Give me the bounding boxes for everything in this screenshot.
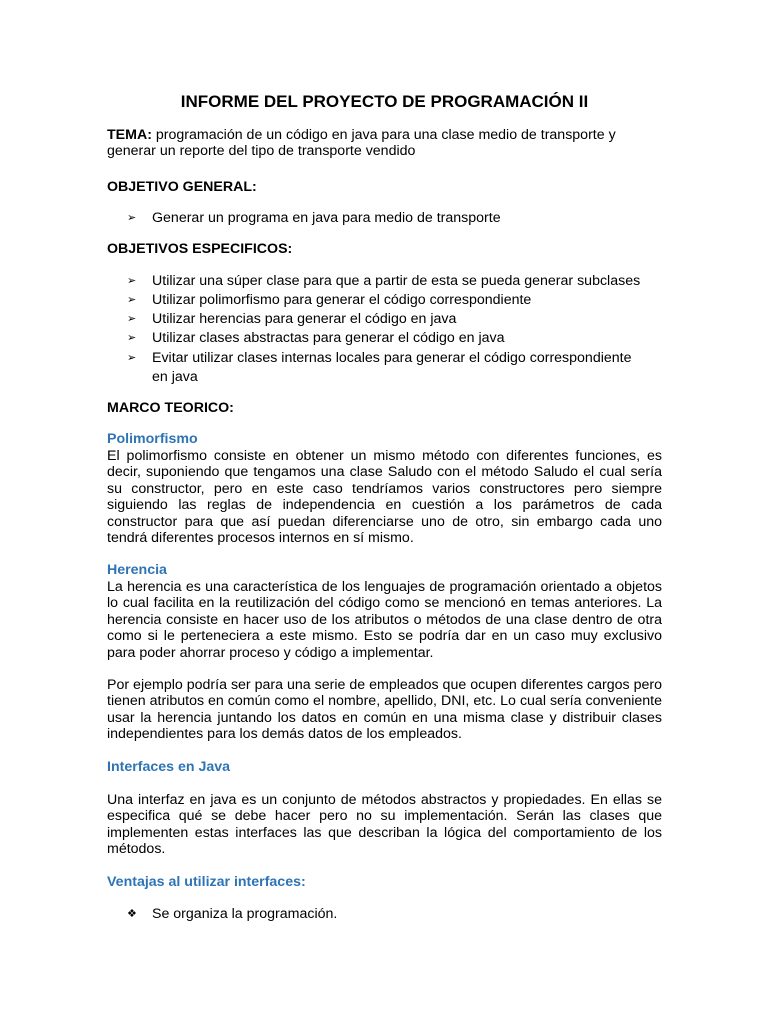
- ventajas-heading: Ventajas al utilizar interfaces:: [107, 874, 306, 890]
- list-item: ➢ Evitar utilizar clases internas locales para generar el código correspondiente en java: [127, 350, 632, 385]
- arrowhead-bullet-icon: ➢: [127, 332, 137, 344]
- marco-teorico-heading: MARCO TEORICO:: [107, 400, 234, 416]
- list-item: ➢ Utilizar una súper clase para que a partir de esta se pueda generar subclases: [127, 273, 641, 289]
- tema-label: TEMA:: [107, 127, 152, 143]
- list-item: ❖ Se organiza la programación.: [127, 906, 338, 922]
- polimorfismo-paragraph: El polimorfismo consiste en obtener un mismo método con diferentes funciones, es decir, suponiendo que tengamos una clase Saludo con el método Saludo el cual sería su constructor, pero en este caso tendríamos varios constructores pero siempre siguiendo las reglas de independencia en cuestión a los parámetros de cada constructor para que así puedan diferenciarse uno de otro, sin embargo cada uno tendrá diferentes procesos internos en sí mismo.: [107, 448, 662, 547]
- objetivos-especificos-heading: OBJETIVOS ESPECIFICOS:: [107, 241, 293, 257]
- polimorfismo-heading: Polimorfismo: [107, 431, 198, 447]
- list-item: ➢ Generar un programa en java para medio de transporte: [127, 210, 501, 226]
- tema-text: programación de un código en java para una clase medio de transporte y generar un reporte del tipo de transporte vendido: [107, 127, 616, 160]
- list-item: ➢ Utilizar clases abstractas para generar el código en java: [127, 330, 505, 346]
- interfaces-paragraph: Una interfaz en java es un conjunto de métodos abstractos y propiedades. En ellas se especifica qué se debe hacer pero no su implementación. Serán las clases que implementen estas interfaces las que describan la lógica del comportamiento de los métodos.: [107, 792, 662, 858]
- tema-paragraph: [107, 127, 662, 160]
- arrowhead-bullet-icon: ➢: [127, 352, 137, 364]
- herencia-heading: Herencia: [107, 562, 167, 578]
- document-title: INFORME DEL PROYECTO DE PROGRAMACIÓN II: [180, 92, 589, 111]
- arrowhead-bullet-icon: ➢: [127, 212, 137, 224]
- objetivo-general-heading: OBJETIVO GENERAL:: [107, 179, 257, 195]
- arrowhead-bullet-icon: ➢: [127, 294, 137, 306]
- arrowhead-bullet-icon: ➢: [127, 275, 137, 287]
- herencia-paragraph-1: La herencia es una característica de los lenguajes de programación orientado a objetos lo cual facilita en la reutilización del código como se mencionó en temas anteriores. La herencia consiste en hacer uso de los atributos o métodos de una clase dentro de otra como si le perteneciera a este mismo. Esto se podría dar en un caso muy exclusivo para poder ahorrar proceso y código a implementar.: [107, 579, 662, 661]
- list-item: ➢ Utilizar polimorfismo para generar el código correspondiente: [127, 292, 532, 308]
- arrowhead-bullet-icon: ➢: [127, 313, 137, 325]
- interfaces-heading: Interfaces en Java: [107, 759, 231, 775]
- herencia-paragraph-2: Por ejemplo podría ser para una serie de empleados que ocupen diferentes cargos pero tienen atributos en común como el nombre, apellido, DNI, etc. Lo cual sería conveniente usar la herencia juntando los datos en común en una misma clase y distribuir clases independientes para los demás datos de los empleados.: [107, 677, 662, 743]
- list-item: ➢ Utilizar herencias para generar el código en java: [127, 311, 457, 327]
- diamond-bullet-icon: ❖: [127, 908, 137, 920]
